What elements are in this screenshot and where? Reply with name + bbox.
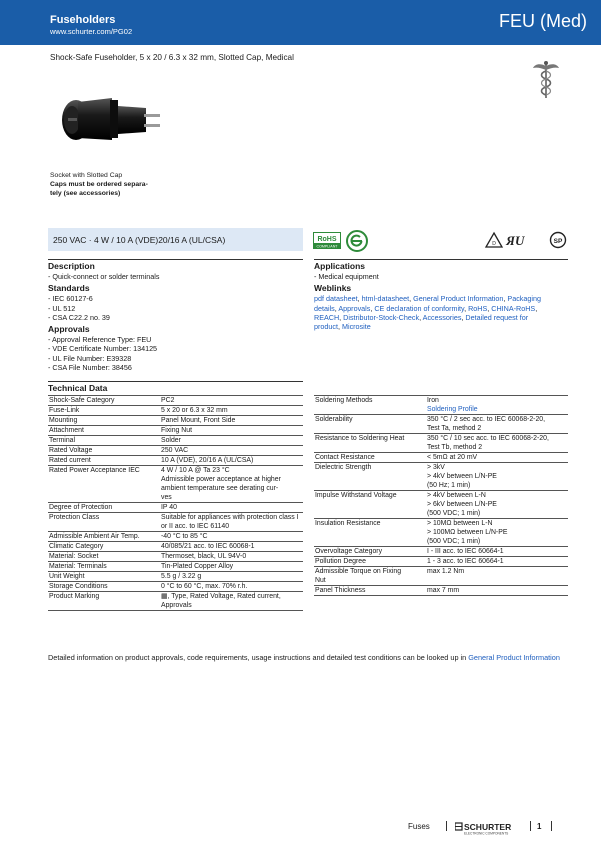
divider [48, 259, 303, 260]
tech-row [314, 453, 568, 463]
technical-data-table-right [314, 395, 568, 596]
tech-row [314, 491, 568, 519]
tech-key: Protection Class [48, 513, 160, 532]
tech-key: Shock-Safe Category [48, 396, 160, 406]
caption-line-2: Caps must be ordered separa- [50, 181, 148, 188]
tech-value-text: 350 °C / 10 sec acc. to IEC 60068-2-20, Test Tb, method 2 [427, 435, 549, 451]
tech-row [48, 572, 303, 582]
link-rohs[interactable]: RoHS [468, 303, 488, 313]
technical-data-table-left [48, 395, 303, 611]
weblinks-line: details, Approvals, CE declaration of conformity, RoHS, CHINA-RoHS, [314, 303, 538, 313]
tech-key: Overvoltage Category [314, 547, 426, 557]
weblinks-line: REACH, Distributor-Stock-Check, Accessories, Detailed request for [314, 312, 529, 322]
tech-key: Unit Weight [48, 572, 160, 582]
tech-row [48, 456, 303, 466]
product-caption [50, 171, 180, 198]
tech-row [48, 532, 303, 542]
description-heading: Description [48, 261, 95, 271]
standards-item: - CSA C22.2 no. 39 [48, 312, 110, 322]
vde-logo [486, 233, 502, 247]
tech-key: Contact Resistance [314, 453, 426, 463]
tech-value-text: -40 °C to 85 °C [161, 533, 208, 540]
tech-value [160, 406, 303, 416]
header-url[interactable]: www.schurter.com/PG02 [50, 27, 133, 36]
rating-bar [48, 228, 303, 251]
page-number: 1 [537, 822, 542, 831]
tech-value [426, 396, 568, 415]
tech-key: Material: Terminals [48, 562, 160, 572]
tech-value [426, 434, 568, 453]
tech-key: Panel Thickness [314, 586, 426, 596]
standards-item: - IEC 60127-6 [48, 294, 93, 304]
tech-key: Insulation Resistance [314, 519, 426, 547]
tech-key: Rated Power Acceptance IEC [48, 466, 160, 503]
medical-caduceus-icon [532, 59, 560, 99]
svg-text:ЯU: ЯU [506, 233, 525, 248]
caption-line-1: Socket with Slotted Cap [50, 172, 123, 179]
tech-key: Admissible Ambient Air Temp. [48, 532, 160, 542]
tech-value [160, 416, 303, 426]
divider [314, 259, 568, 260]
tech-value [426, 463, 568, 491]
tech-value-text: Panel Mount, Front Side [161, 417, 236, 424]
rohs-logo-subtext: COMPLIANT [316, 244, 338, 249]
tech-row [314, 567, 568, 586]
tech-value [426, 586, 568, 596]
tech-value-text: > 3kV > 4kV between L/N-PE (50 Hz; 1 min) [427, 464, 497, 489]
footer-separator [446, 821, 447, 831]
svg-text:D: D [492, 241, 496, 247]
tech-value [160, 503, 303, 513]
tech-key: Fuse-Link [48, 406, 160, 416]
divider [48, 381, 303, 382]
tech-key: Terminal [48, 436, 160, 446]
tech-value-text: > 10MΩ between L-N > 100MΩ between L/N-PE (500 VDC; 1 min) [427, 520, 508, 545]
tech-row [48, 562, 303, 572]
tech-row [48, 542, 303, 552]
tech-row [314, 415, 568, 434]
tech-key: Pollution Degree [314, 557, 426, 567]
fuseholder-product-image [54, 84, 166, 148]
tech-row [48, 592, 303, 611]
weblinks-line: product, Microsite [314, 322, 371, 332]
tech-value [426, 547, 568, 557]
tech-row [48, 446, 303, 456]
tech-value [160, 552, 303, 562]
link-china-rohs[interactable]: CHINA-RoHS [491, 303, 536, 313]
link-html-datasheet[interactable]: html-datasheet [361, 294, 410, 304]
tech-value [426, 519, 568, 547]
technical-data-heading [48, 383, 107, 394]
tech-value [160, 426, 303, 436]
product-subtitle: Shock-Safe Fuseholder, 5 x 20 / 6.3 x 32 mm, Slotted Cap, Medical [50, 53, 294, 62]
tech-key: Soldering Methods [314, 396, 426, 415]
approvals-item: - Approval Reference Type: FEU [48, 335, 152, 345]
svg-text:SP: SP [553, 238, 563, 245]
tech-row [314, 547, 568, 557]
description-item: - Quick-connect or solder terminals [48, 272, 160, 281]
tech-value-text: 350 °C / 2 sec acc. to IEC 60068-2-20, Test Ta, method 2 [427, 416, 546, 432]
tech-value [426, 557, 568, 567]
schurter-logo-text: SCHURTER [464, 822, 512, 832]
tech-row [314, 463, 568, 491]
standards-item: - UL 512 [48, 303, 76, 313]
link-packaging-details[interactable]: Packaging [507, 294, 541, 304]
technical-data-title: Technical Data [48, 383, 108, 393]
tech-row [314, 396, 568, 415]
tech-key: Rated current [48, 456, 160, 466]
tech-row [48, 426, 303, 436]
link-microsite[interactable]: Microsite [341, 322, 371, 332]
tech-row [314, 519, 568, 547]
tech-value-text: 250 VAC [161, 447, 189, 454]
tech-value [160, 582, 303, 592]
tech-value-text: 0 °C to 60 °C, max. 70% r.h. [161, 583, 248, 590]
applications-heading: Applications [314, 261, 366, 271]
tech-row [48, 552, 303, 562]
tech-key: Material: Socket [48, 552, 160, 562]
tech-value [160, 436, 303, 446]
approvals-item: - UL File Number: E39328 [48, 353, 132, 363]
tech-row [314, 586, 568, 596]
rohs-logo-text: RoHS [317, 236, 337, 243]
tech-value-text: Suitable for appliances with protection class I or II acc. to IEC 61140 [161, 514, 299, 530]
tech-key: Mounting [48, 416, 160, 426]
tech-row [48, 503, 303, 513]
header-title: Fuseholders [50, 14, 116, 26]
tech-row [314, 434, 568, 453]
caption-line-3: tely (see accessories) [50, 190, 121, 197]
link-reach[interactable]: REACH [314, 312, 340, 322]
tech-value [160, 572, 303, 582]
tech-key: Dielectric Strength [314, 463, 426, 491]
link-detailed-request[interactable]: Detailed request for [465, 312, 529, 322]
link-packaging-details[interactable]: details [314, 303, 335, 313]
footnote-text: Detailed information on product approvals, code requirements, usage instructions and detailed test conditions can be looked up in [48, 653, 469, 662]
tech-value-text: I - III acc. to IEC 60664-1 [427, 548, 504, 555]
tech-value-text: < 5mΩ at 20 mV [427, 454, 478, 461]
approvals-item: - CSA File Number: 38456 [48, 363, 132, 373]
tech-value [426, 453, 568, 463]
tech-value [160, 592, 303, 611]
approvals-heading: Approvals [48, 324, 90, 335]
standards-heading: Standards [48, 283, 90, 294]
footer-separator [551, 821, 552, 831]
tech-key: Degree of Protection [48, 503, 160, 513]
tech-value [160, 532, 303, 542]
description-section [48, 261, 303, 372]
tech-key: Attachment [48, 426, 160, 436]
tech-key: Product Marking [48, 592, 160, 611]
tech-row [48, 406, 303, 416]
tech-value [160, 396, 303, 406]
tech-value-text: max 1.2 Nm [427, 568, 465, 575]
link-general-product-information[interactable]: General Product Information [468, 653, 560, 662]
tech-value-text: ▦, Type, Rated Voltage, Rated current, Approvals [161, 593, 281, 609]
tech-row [48, 466, 303, 503]
tech-value [160, 446, 303, 456]
tech-value [160, 513, 303, 532]
tech-key: Climatic Category [48, 542, 160, 552]
tech-value-text: Solder [161, 437, 181, 444]
link-accessories[interactable]: Accessories [422, 312, 462, 322]
schurter-logo-subtext: ELECTRONIC COMPONENTS [464, 831, 509, 836]
tech-value-text: 5 x 20 or 6.3 x 32 mm [161, 407, 228, 414]
product-series: FEU (Med) [498, 11, 587, 31]
tech-value-text: 5.5 g / 3.22 g [161, 573, 202, 580]
tech-value-text: Tin-Plated Copper Alloy [161, 563, 234, 570]
footer-section: Fuses [408, 822, 430, 831]
rating-text: 250 VAC · 4 W / 10 A (VDE)20/16 A (UL/CSA) [53, 235, 226, 245]
ul-recognized-logo [505, 233, 525, 248]
tech-row [48, 436, 303, 446]
tech-value [426, 415, 568, 434]
footer-separator [530, 821, 531, 831]
tech-value-text: 10 A (VDE), 20/16 A (UL/CSA) [161, 457, 254, 464]
tech-value-text: > 4kV between L-N > 6kV between L/N-PE (500 VDC; 1 min) [427, 492, 497, 517]
tech-key: Admissible Torque on Fixing Nut [314, 567, 426, 586]
tech-row [48, 513, 303, 532]
tech-key: Solderability [314, 415, 426, 434]
tech-row [48, 582, 303, 592]
link-approvals[interactable]: Approvals [338, 303, 371, 313]
approval-logos [484, 230, 569, 250]
link-distributor-stock-check[interactable]: Distributor-Stock-Check [343, 312, 420, 322]
tech-key: Storage Conditions [48, 582, 160, 592]
link-general-product-information[interactable]: General Product Information [413, 294, 504, 304]
tech-value [160, 562, 303, 572]
schurter-logo [455, 820, 525, 836]
approvals-item: - VDE Certificate Number: 134125 [48, 344, 158, 354]
page-header [0, 0, 601, 45]
link-soldering-profile[interactable]: Soldering Profile [427, 406, 478, 413]
tech-key: Impulse Withstand Voltage [314, 491, 426, 519]
tech-value [160, 466, 303, 503]
tech-value [426, 491, 568, 519]
tech-value-text: Fixing Nut [161, 427, 193, 434]
applications-item: - Medical equipment [314, 272, 379, 281]
tech-value-text: 1 - 3 acc. to IEC 60664-1 [427, 558, 504, 565]
tech-row [48, 396, 303, 406]
tech-value [426, 567, 568, 586]
applications-section [314, 261, 568, 331]
rohs-logo [313, 232, 341, 249]
tech-value-text: Iron [427, 397, 439, 404]
link-pdf-datasheet[interactable]: pdf datasheet [314, 294, 358, 304]
tech-value-text: max 7 mm [427, 587, 460, 594]
link-ce-declaration[interactable]: CE declaration of conformity [374, 303, 465, 313]
link-detailed-request[interactable]: product [314, 322, 338, 332]
tech-row [314, 557, 568, 567]
tech-row [48, 416, 303, 426]
tech-value [160, 542, 303, 552]
tech-value-text: PC2 [161, 397, 175, 404]
footnote [48, 653, 568, 663]
tech-value [160, 456, 303, 466]
tech-value-text: 40/085/21 acc. to IEC 60068-1 [161, 543, 255, 550]
china-rohs-e-logo [346, 230, 368, 252]
csa-logo [551, 233, 566, 248]
weblinks-heading: Weblinks [314, 283, 352, 294]
tech-key: Rated Voltage [48, 446, 160, 456]
weblinks-line: pdf datasheet, html-datasheet, General Product Information, Packaging [314, 294, 541, 304]
tech-value-text: Thermoset, black, UL 94V-0 [161, 553, 247, 560]
tech-key: Resistance to Soldering Heat [314, 434, 426, 453]
tech-value-text: 4 W / 10 A @ Ta 23 °C Admissible power acceptance at higher ambient temperature see derating cur- ves [161, 467, 281, 501]
tech-value-text: IP 40 [161, 504, 177, 511]
